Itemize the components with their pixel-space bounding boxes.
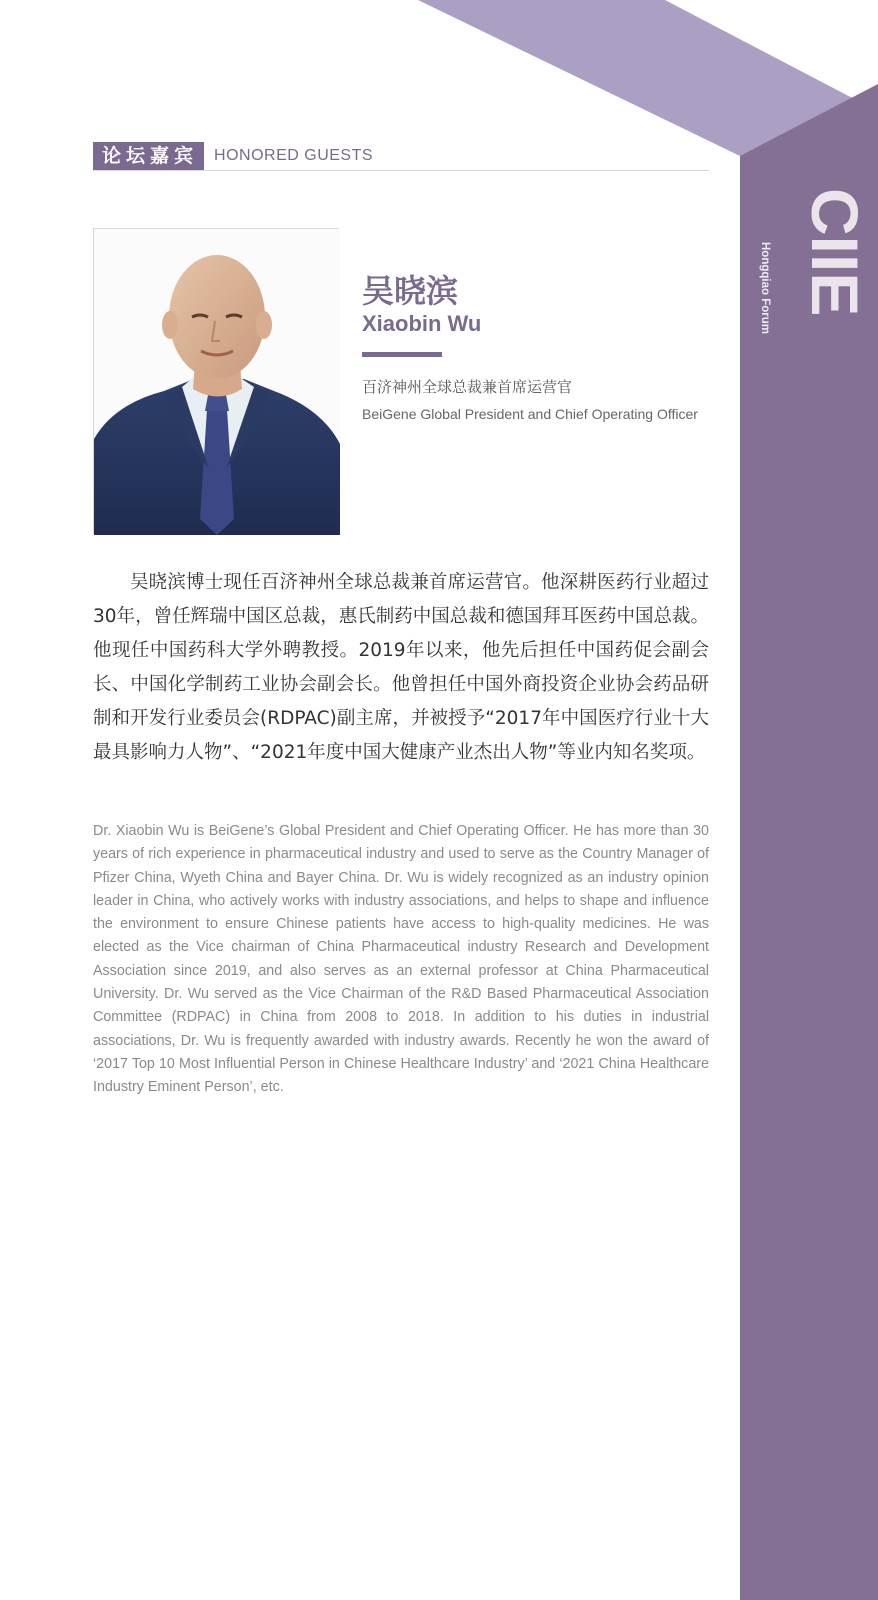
section-title-cn: 论坛嘉宾 [93, 142, 204, 170]
guest-title-en: BeiGene Global President and Chief Operating Officer [362, 406, 698, 422]
guest-name-cn: 吴晓滨 [362, 272, 459, 310]
guest-portrait-photo [93, 228, 339, 534]
section-title-en: HONORED GUESTS [214, 147, 374, 164]
section-divider [93, 170, 709, 171]
portrait-illustration [94, 229, 340, 535]
logo-text: CIIE [798, 188, 872, 317]
guest-title-cn: 百济神州全球总裁兼首席运营官 [362, 378, 573, 396]
guest-name-en: Xiaobin Wu [362, 311, 482, 336]
bio-english: Dr. Xiaobin Wu is BeiGene’s Global President and Chief Operating Officer. He has more than 30 years of rich experience in pharmaceutical industry and used to serve as the Country Manager of Pfizer China, Wyeth China and Bayer China. Dr. Wu is widely recognized as an industry opinion leader in China, who actively works with industry associations, and helps to shape and influence the environment to ensure Chinese patients have access to high-quality medicines. He was elected as the Vice chairman of China Pharmaceutical industry Research and Development Association since 2019, and also serves as an external professor at China Pharmaceutical University. Dr. Wu served as the Vice Chairman of the R&D Based Pharmaceutical Association Committee (RDPAC) in China from 2008 to 2018. In addition to his duties in industrial associations, Dr. Wu is frequently awarded with industry awards. Recently he won the award of ‘2017 Top 10 Most Influential Person in Chinese Healthcare Industry’ and ‘2021 China Healthcare Industry Eminent Person’, etc. [93, 823, 709, 1096]
forum-name: Hongqiao Forum [759, 242, 771, 334]
bio-chinese: 吴晓滨博士现任百济神州全球总裁兼首席运营官。他深耕医药行业超过30年，曾任辉瑞中国区总裁，惠氏制药中国总裁和德国拜耳医药中国总裁。他现任中国药科大学外聘教授。2019年以来，他先后担任中国药促会副会长、中国化学制药工业协会副会长。他曾担任中国外商投资企业协会药品研制和开发行业委员会(RDPAC)副主席，并被授予“2017年中国医疗行业十大最具影响力人物”、“2021年度中国大健康产业杰出人物”等业内知名奖项。 [93, 572, 709, 763]
name-underline [362, 352, 442, 357]
section-header [93, 142, 373, 170]
ciie-logo [740, 180, 872, 360]
